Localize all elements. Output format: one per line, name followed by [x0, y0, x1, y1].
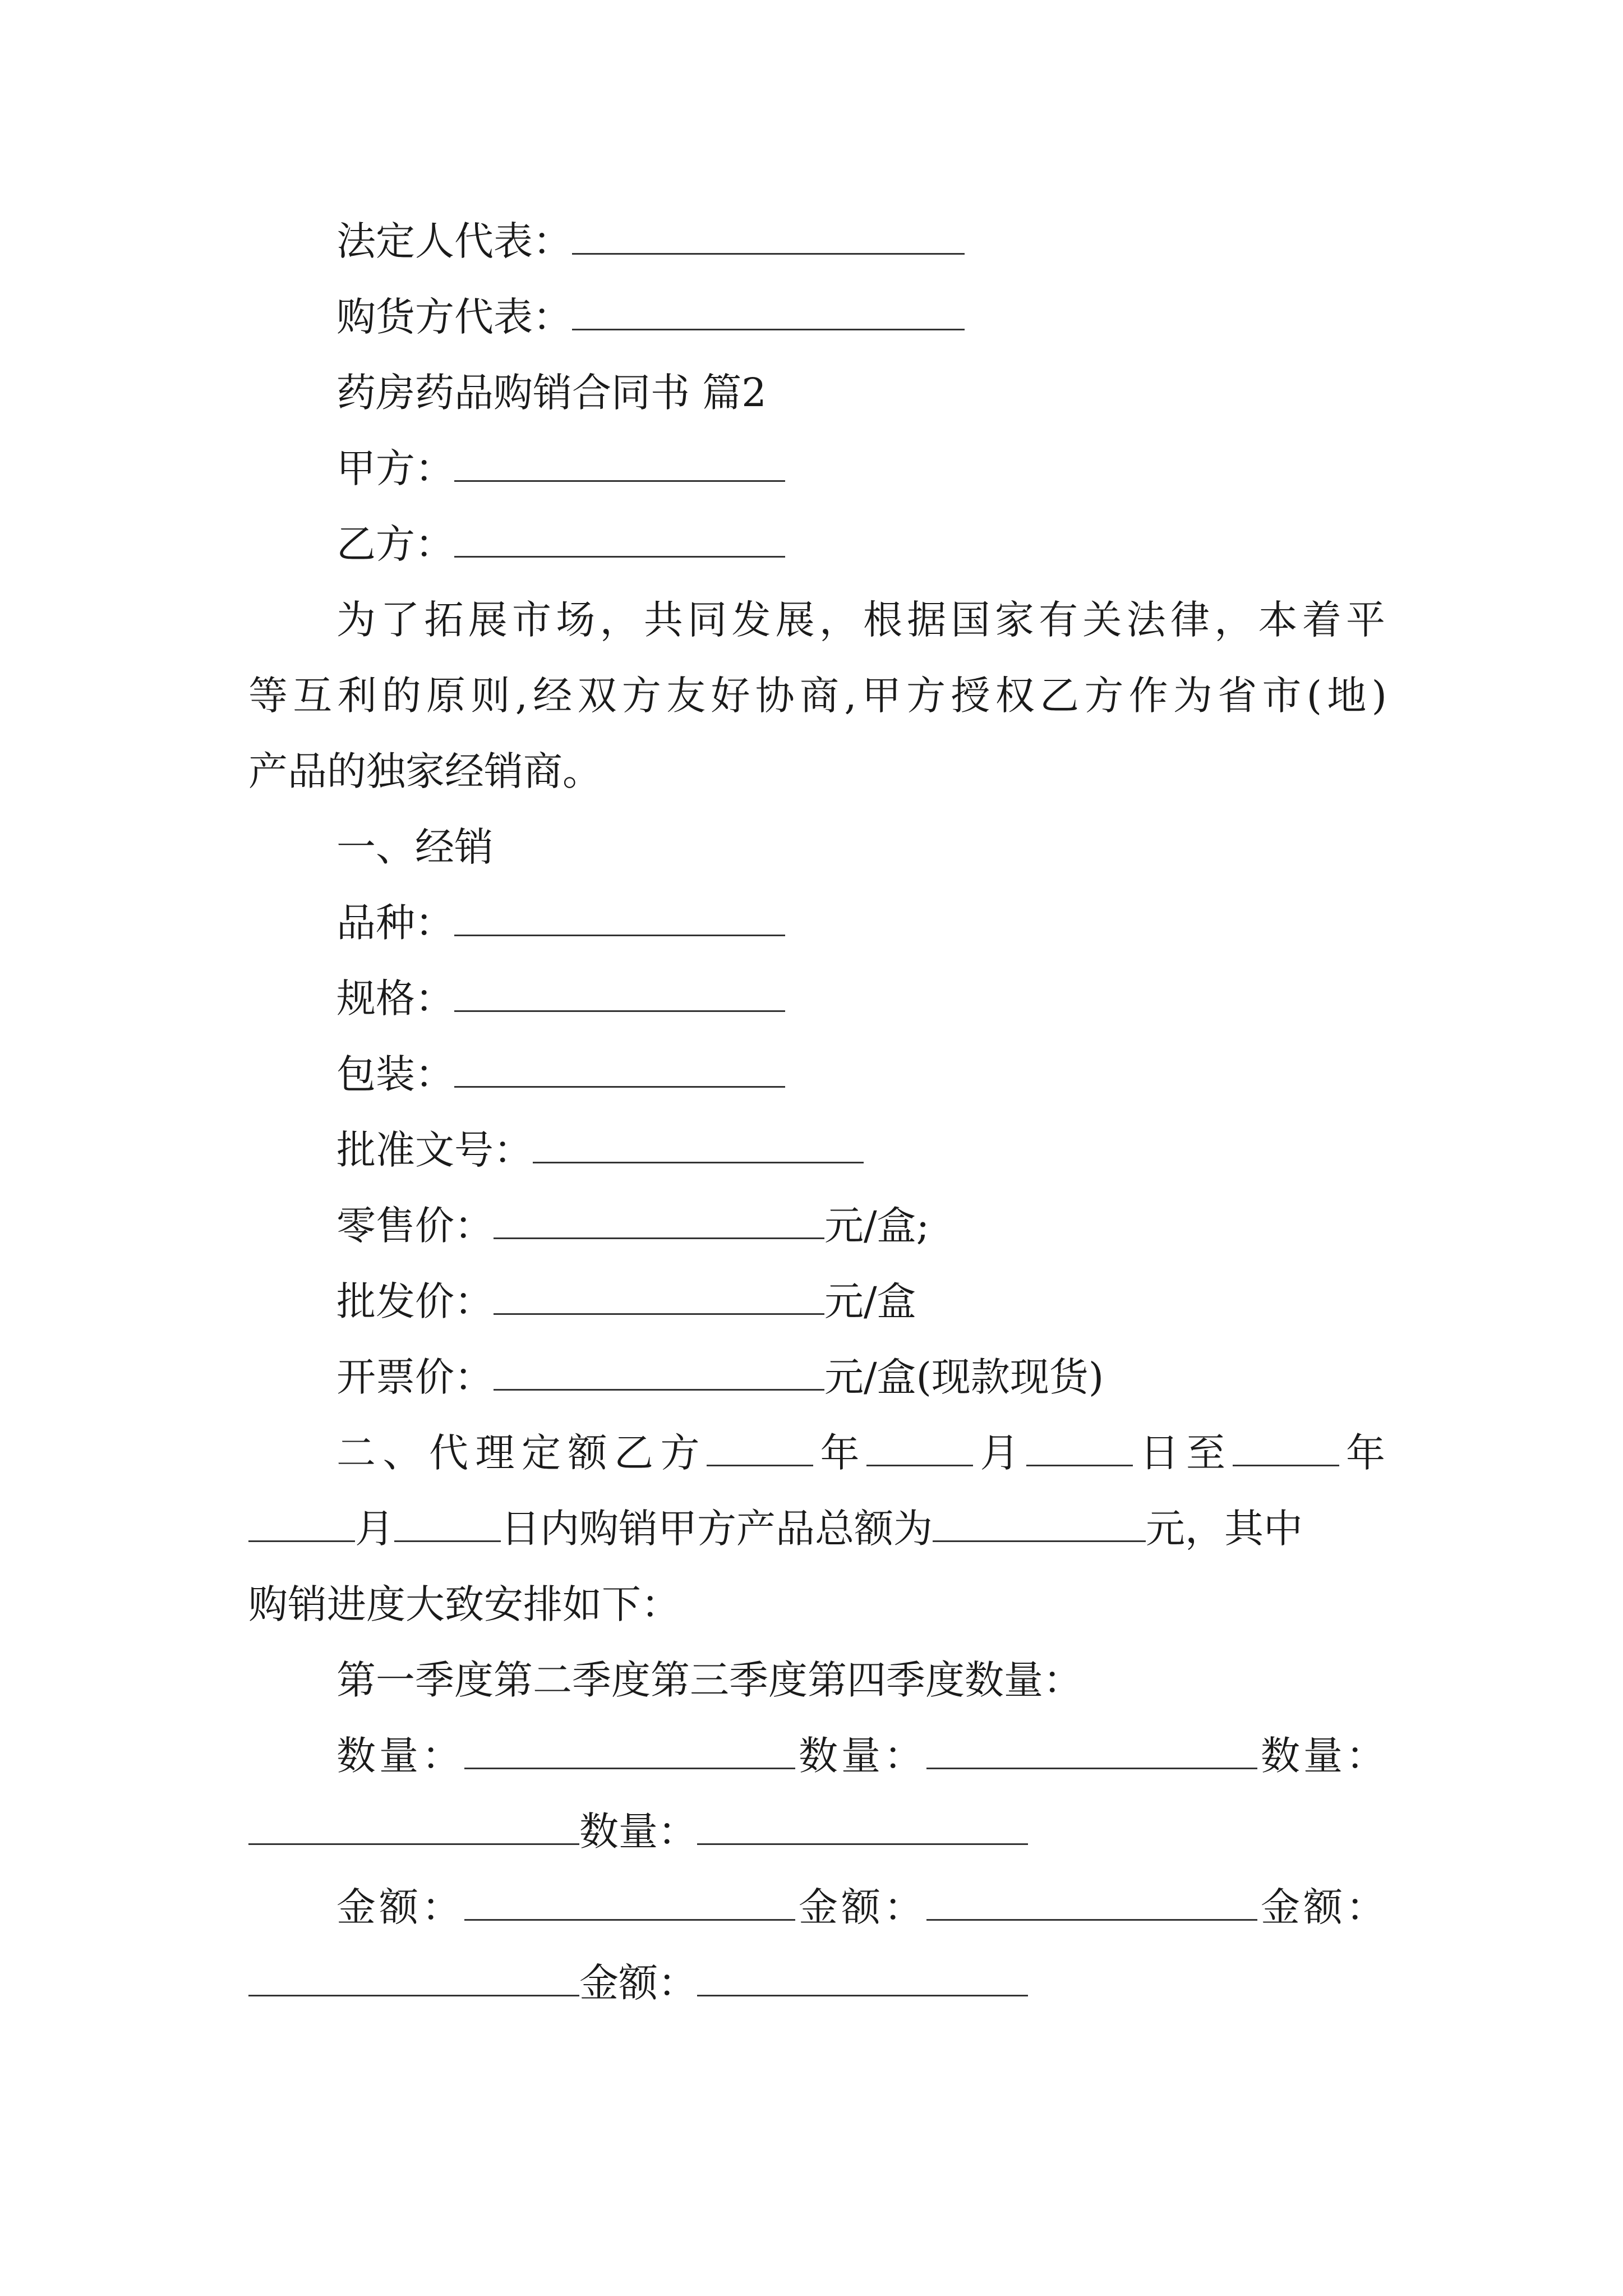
end-day-blank	[394, 1506, 501, 1542]
intro-paragraph-line-2: 等互利的原则,经双方友好协商,甲方授权乙方作为省市(地)	[248, 673, 1387, 719]
qty-label-q2: 数量：	[795, 1733, 926, 1779]
yuan-suffix: 元，其中	[1146, 1506, 1303, 1552]
end-year-label: 年	[1339, 1430, 1385, 1476]
invoice-price-blank	[494, 1354, 824, 1391]
qty-label-q4: 数量：	[579, 1809, 697, 1855]
party-a-line	[336, 440, 785, 496]
invoice-price-label: 开票价：	[336, 1354, 494, 1400]
party-a-label: 甲方：	[336, 445, 454, 491]
start-month-label: 月	[973, 1430, 1026, 1476]
amount-blank-q4	[697, 1960, 1028, 1996]
qty-blank-q4	[697, 1809, 1028, 1845]
quota-line-1	[336, 1425, 1385, 1481]
spec-line	[336, 970, 785, 1027]
heading-distribution: 一、经销	[336, 824, 494, 870]
wholesale-price-blank	[494, 1278, 824, 1315]
legal-rep-line	[336, 213, 965, 269]
invoice-price-unit: 元/盒(现款现货)	[824, 1354, 1104, 1400]
wholesale-price-unit: 元/盒	[824, 1278, 916, 1324]
party-b-label: 乙方：	[336, 521, 454, 567]
amount-label-q1: 金额：	[336, 1884, 464, 1930]
variety-label: 品种：	[336, 900, 454, 946]
amount-row-1	[336, 1879, 1385, 1935]
party-a-blank	[454, 445, 785, 482]
quota-line-2	[248, 1501, 1303, 1557]
retail-price-label: 零售价：	[336, 1203, 494, 1249]
buyer-rep-blank	[572, 294, 965, 330]
retail-price-unit: 元/盒;	[824, 1203, 930, 1249]
legal-rep-label: 法定人代表：	[336, 218, 572, 264]
start-day-blank	[1026, 1430, 1133, 1466]
variety-blank	[454, 900, 785, 936]
approval-no-label: 批准文号：	[336, 1127, 533, 1173]
amount-label-q2: 金额：	[795, 1884, 926, 1930]
amount-row-2	[248, 1955, 1028, 2011]
packaging-blank	[454, 1051, 785, 1088]
buyer-rep-line	[336, 289, 965, 345]
packaging-label: 包装：	[336, 1051, 454, 1097]
amount-blank-q3	[248, 1960, 579, 1996]
end-year-blank	[1233, 1430, 1339, 1466]
day-to-label: 日至	[1133, 1430, 1233, 1476]
intro-paragraph-line-3: 产品的独家经销商。	[248, 748, 602, 794]
start-year-blank	[707, 1430, 813, 1466]
total-amount-label: 日内购销甲方产品总额为	[501, 1506, 933, 1552]
qty-label-q1: 数量：	[336, 1733, 464, 1779]
quantity-row-1	[336, 1728, 1385, 1784]
intro-paragraph-line-1: 为了拓展市场，共同发展，根据国家有关法律，本着平	[336, 597, 1385, 643]
quota-prefix: 二、代理定额乙方	[336, 1430, 707, 1476]
retail-price-line	[336, 1198, 929, 1254]
end-month-label: 月	[355, 1506, 394, 1552]
start-month-blank	[866, 1430, 973, 1466]
amount-label-q3: 金额：	[1257, 1884, 1385, 1930]
end-month-blank	[248, 1506, 355, 1542]
qty-blank-q1	[464, 1733, 795, 1769]
wholesale-price-line	[336, 1273, 916, 1329]
amount-blank-q1	[464, 1884, 795, 1921]
amount-label-q4: 金额：	[579, 1960, 697, 2006]
party-b-blank	[454, 521, 785, 558]
approval-no-line	[336, 1122, 864, 1178]
qty-blank-q3	[248, 1809, 579, 1845]
quarters-line: 第一季度第二季度第三季度第四季度数量：	[336, 1657, 1082, 1703]
variety-line	[336, 895, 785, 951]
spec-label: 规格：	[336, 976, 454, 1022]
qty-blank-q2	[926, 1733, 1257, 1769]
progress-line: 购销进度大致安排如下：	[248, 1581, 680, 1627]
party-b-line	[336, 516, 785, 572]
retail-price-blank	[494, 1203, 824, 1239]
quantity-row-2	[248, 1803, 1028, 1860]
buyer-rep-label: 购货方代表：	[336, 294, 572, 340]
section-title: 药房药品购销合同书 篇2	[336, 370, 767, 416]
spec-blank	[454, 976, 785, 1012]
wholesale-price-label: 批发价：	[336, 1278, 494, 1324]
start-year-label: 年	[813, 1430, 866, 1476]
packaging-line	[336, 1046, 785, 1102]
qty-label-q3: 数量：	[1257, 1733, 1385, 1779]
total-amount-blank	[933, 1506, 1146, 1542]
legal-rep-blank	[572, 218, 965, 255]
approval-no-blank	[533, 1127, 864, 1163]
invoice-price-line	[336, 1349, 1104, 1405]
amount-blank-q2	[926, 1884, 1257, 1921]
